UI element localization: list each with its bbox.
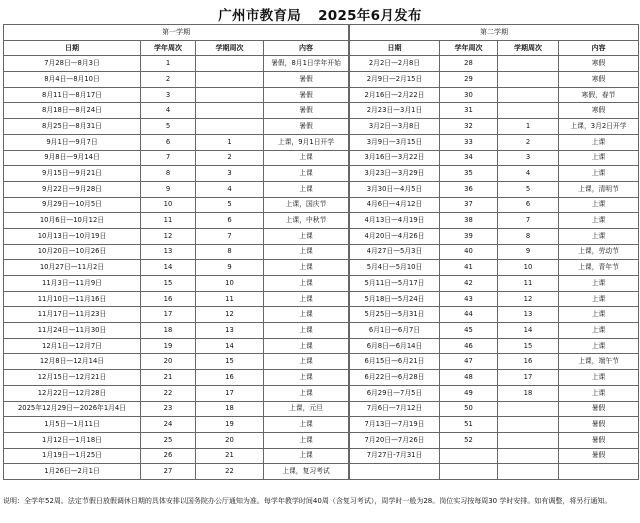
- cell-date: 9月8日—9月14日: [4, 150, 141, 166]
- cell-date: 4月13日—4月19日: [350, 213, 440, 229]
- cell-content: 上课: [559, 197, 639, 213]
- cell-date: 1月5日—1月11日: [4, 417, 141, 433]
- cell-term-week: [498, 103, 559, 119]
- cell-year-week: 13: [141, 244, 196, 260]
- cell-date: 1月26日—2月1日: [4, 464, 141, 480]
- cell-term-week: 11: [196, 291, 264, 307]
- table-row: [350, 213, 639, 229]
- cell-year-week: 20: [141, 354, 196, 370]
- cell-date: 10月13日—10月19日: [4, 228, 141, 244]
- cell-year-week: 46: [440, 338, 498, 354]
- cell-content: 上课: [559, 166, 639, 182]
- cell-year-week: [440, 448, 498, 464]
- cell-term-week: 1: [196, 134, 264, 150]
- cell-content: 上课: [559, 323, 639, 339]
- cell-content: [559, 464, 639, 480]
- cell-term-week: 14: [498, 323, 559, 339]
- table-row: [4, 291, 349, 307]
- cell-date: 5月4日—5月10日: [350, 260, 440, 276]
- cell-term-week: 12: [196, 307, 264, 323]
- cell-date: 5月25日—5月31日: [350, 307, 440, 323]
- col-content: 内容: [559, 40, 639, 56]
- cell-year-week: 48: [440, 370, 498, 386]
- cell-date: 8月11日—8月17日: [4, 87, 141, 103]
- cell-term-week: 4: [196, 181, 264, 197]
- table-row: [350, 260, 639, 276]
- cell-year-week: 4: [141, 103, 196, 119]
- cell-year-week: [440, 464, 498, 480]
- cell-term-week: 4: [498, 166, 559, 182]
- cell-content: 上课: [264, 432, 349, 448]
- cell-term-week: 16: [196, 370, 264, 386]
- cell-date: 3月23日—3月29日: [350, 166, 440, 182]
- cell-content: 暑假: [559, 417, 639, 433]
- table-row: [350, 338, 639, 354]
- cell-term-week: 1: [498, 119, 559, 135]
- cell-term-week: [498, 87, 559, 103]
- cell-date: 2月2日—2月8日: [350, 56, 440, 72]
- cell-year-week: 35: [440, 166, 498, 182]
- cell-term-week: 21: [196, 448, 264, 464]
- table-row: [350, 370, 639, 386]
- cell-year-week: 1: [141, 56, 196, 72]
- cell-term-week: [196, 119, 264, 135]
- cell-term-week: [498, 432, 559, 448]
- cell-date: 5月11日—5月17日: [350, 276, 440, 292]
- table-row: [4, 166, 349, 182]
- cell-term-week: 13: [498, 307, 559, 323]
- cell-content: 寒假: [559, 72, 639, 88]
- cell-year-week: 51: [440, 417, 498, 433]
- cell-year-week: 50: [440, 401, 498, 417]
- table-row: [4, 385, 349, 401]
- cell-date: 3月30日—4月5日: [350, 181, 440, 197]
- cell-date: 6月29日—7月5日: [350, 385, 440, 401]
- table-row: [350, 228, 639, 244]
- cell-year-week: 30: [440, 87, 498, 103]
- table-row: [4, 260, 349, 276]
- cell-date: 12月15日—12月21日: [4, 370, 141, 386]
- cell-year-week: 40: [440, 244, 498, 260]
- cell-content: 上课: [559, 385, 639, 401]
- table-row: [350, 276, 639, 292]
- cell-date: 8月25日—8月31日: [4, 119, 141, 135]
- cell-date: 1月19日—1月25日: [4, 448, 141, 464]
- table-row: [350, 323, 639, 339]
- cell-date: 8月4日—8月10日: [4, 72, 141, 88]
- cell-content: 上课，国庆节: [264, 197, 349, 213]
- cell-year-week: 8: [141, 166, 196, 182]
- cell-date: 7月28日—8月3日: [4, 56, 141, 72]
- cell-year-week: 27: [141, 464, 196, 480]
- cell-year-week: 31: [440, 103, 498, 119]
- cell-year-week: 10: [141, 197, 196, 213]
- cell-year-week: 12: [141, 228, 196, 244]
- table-row: [350, 291, 639, 307]
- release-date: 2025年6月发布: [318, 8, 422, 24]
- table-row: [350, 432, 639, 448]
- cell-year-week: 15: [141, 276, 196, 292]
- cell-term-week: [498, 464, 559, 480]
- col-term-week: 学期周次: [196, 40, 264, 56]
- cell-date: 10月6日—10月12日: [4, 213, 141, 229]
- cell-date: 3月9日—3月15日: [350, 134, 440, 150]
- cell-content: 上课: [264, 260, 349, 276]
- cell-content: 上课: [264, 354, 349, 370]
- cell-year-week: 41: [440, 260, 498, 276]
- cell-term-week: 18: [498, 385, 559, 401]
- cell-date: 10月20日—10月26日: [4, 244, 141, 260]
- cell-year-week: 17: [141, 307, 196, 323]
- cell-year-week: 52: [440, 432, 498, 448]
- table-row: [4, 370, 349, 386]
- cell-date: 12月1日—12月7日: [4, 338, 141, 354]
- cell-date: 12月8日—12月14日: [4, 354, 141, 370]
- cell-content: 上课: [264, 291, 349, 307]
- cell-date: 6月1日—6月7日: [350, 323, 440, 339]
- cell-term-week: [498, 401, 559, 417]
- cell-date: 11月10日—11月16日: [4, 291, 141, 307]
- col-date: 日期: [4, 40, 141, 56]
- table-row: [4, 432, 349, 448]
- table-row: [350, 134, 639, 150]
- cell-content: 暑假: [264, 119, 349, 135]
- cell-date: 6月8日—6月14日: [350, 338, 440, 354]
- cell-term-week: 7: [498, 213, 559, 229]
- cell-date: 9月22日—9月28日: [4, 181, 141, 197]
- cell-year-week: 22: [141, 385, 196, 401]
- cell-content: 上课: [264, 307, 349, 323]
- table-row: [4, 119, 349, 135]
- cell-term-week: 6: [196, 213, 264, 229]
- table-row: [4, 307, 349, 323]
- cell-date: 7月27日-7月31日: [350, 448, 440, 464]
- cell-content: 上课: [559, 276, 639, 292]
- table-row: [4, 276, 349, 292]
- org-name: 广州市教育局: [218, 8, 302, 24]
- cell-content: 上课，端午节: [559, 354, 639, 370]
- cell-date: 11月3日—11月9日: [4, 276, 141, 292]
- cell-content: 上课: [559, 228, 639, 244]
- cell-term-week: 20: [196, 432, 264, 448]
- cell-term-week: 9: [498, 244, 559, 260]
- cell-content: 上课: [264, 276, 349, 292]
- cell-term-week: 15: [498, 338, 559, 354]
- table-row: [4, 464, 349, 480]
- cell-term-week: 9: [196, 260, 264, 276]
- table-row: [4, 323, 349, 339]
- cell-year-week: 18: [141, 323, 196, 339]
- table-row: [350, 385, 639, 401]
- footnote: 说明：全学年52周。法定节假日放假调休日期的具体安排以国务院办公厅通知为准。每学年教学时间40周（含复习考试），周学时一般为28。岗位实习按每周30 学时安排。如有调整，将另行通知。: [3, 497, 612, 505]
- cell-content: 暑假: [264, 87, 349, 103]
- cell-content: 上课: [264, 166, 349, 182]
- cell-term-week: 11: [498, 276, 559, 292]
- col-year-week: 学年周次: [141, 40, 196, 56]
- cell-year-week: 19: [141, 338, 196, 354]
- cell-content: 上课，复习考试: [264, 464, 349, 480]
- cell-content: 上课，清明节: [559, 181, 639, 197]
- cell-term-week: 17: [498, 370, 559, 386]
- cell-content: 上课，9月1日开学: [264, 134, 349, 150]
- table-row: [4, 197, 349, 213]
- cell-year-week: 26: [141, 448, 196, 464]
- table-row: [4, 134, 349, 150]
- cell-term-week: 10: [196, 276, 264, 292]
- cell-term-week: 7: [196, 228, 264, 244]
- calendar-tables: [3, 24, 637, 480]
- cell-term-week: [498, 417, 559, 433]
- table-row: [4, 103, 349, 119]
- table-row: [4, 448, 349, 464]
- table-row: [350, 166, 639, 182]
- cell-term-week: [196, 72, 264, 88]
- table-row: [4, 181, 349, 197]
- cell-content: 上课，3月2日开学: [559, 119, 639, 135]
- table-row: [4, 417, 349, 433]
- cell-content: 上课，元旦: [264, 401, 349, 417]
- table-row: [350, 119, 639, 135]
- cell-year-week: 42: [440, 276, 498, 292]
- cell-content: 上课: [264, 323, 349, 339]
- cell-year-week: 23: [141, 401, 196, 417]
- table-row: [350, 150, 639, 166]
- cell-date: 9月29日—10月5日: [4, 197, 141, 213]
- cell-date: 7月13日—7月19日: [350, 417, 440, 433]
- cell-term-week: 8: [196, 244, 264, 260]
- cell-date: 1月12日—1月18日: [4, 432, 141, 448]
- cell-year-week: 9: [141, 181, 196, 197]
- cell-term-week: 2: [498, 134, 559, 150]
- cell-year-week: 32: [440, 119, 498, 135]
- cell-content: 上课: [264, 338, 349, 354]
- cell-content: 暑假: [559, 432, 639, 448]
- cell-year-week: 36: [440, 181, 498, 197]
- table-row: [4, 56, 349, 72]
- page-title: [0, 4, 640, 24]
- cell-term-week: 18: [196, 401, 264, 417]
- col-content: 内容: [264, 40, 349, 56]
- table-row: [4, 87, 349, 103]
- cell-date: 9月15日—9月21日: [4, 166, 141, 182]
- cell-year-week: 5: [141, 119, 196, 135]
- cell-date: 2月23日—3月1日: [350, 103, 440, 119]
- cell-term-week: [196, 87, 264, 103]
- cell-date: 5月18日—5月24日: [350, 291, 440, 307]
- cell-term-week: 12: [498, 291, 559, 307]
- cell-content: 上课，中秋节: [264, 213, 349, 229]
- cell-year-week: 37: [440, 197, 498, 213]
- cell-year-week: 29: [440, 72, 498, 88]
- cell-year-week: 7: [141, 150, 196, 166]
- cell-content: 暑假，8月1日学年开始: [264, 56, 349, 72]
- table-row: [350, 56, 639, 72]
- cell-date: 3月2日—3月8日: [350, 119, 440, 135]
- table-row: [350, 464, 639, 480]
- table-row: [4, 228, 349, 244]
- cell-term-week: 17: [196, 385, 264, 401]
- semester2-table: [349, 24, 639, 480]
- table-row: [350, 307, 639, 323]
- cell-year-week: 49: [440, 385, 498, 401]
- cell-term-week: 3: [498, 150, 559, 166]
- cell-date: 9月1日—9月7日: [4, 134, 141, 150]
- cell-content: 暑假: [559, 448, 639, 464]
- cell-content: 寒假，春节: [559, 87, 639, 103]
- cell-year-week: 44: [440, 307, 498, 323]
- table-row: [350, 448, 639, 464]
- cell-date: 8月18日—8月24日: [4, 103, 141, 119]
- cell-content: 寒假: [559, 103, 639, 119]
- cell-term-week: 15: [196, 354, 264, 370]
- table-row: [4, 150, 349, 166]
- table-row: [350, 87, 639, 103]
- cell-date: 6月22日—6月28日: [350, 370, 440, 386]
- cell-term-week: [498, 56, 559, 72]
- cell-content: 上课: [264, 448, 349, 464]
- table-row: [4, 401, 349, 417]
- cell-date: 6月15日—6月21日: [350, 354, 440, 370]
- cell-term-week: 5: [498, 181, 559, 197]
- table-row: [4, 354, 349, 370]
- cell-term-week: 14: [196, 338, 264, 354]
- cell-term-week: [196, 103, 264, 119]
- col-date: 日期: [350, 40, 440, 56]
- cell-year-week: 21: [141, 370, 196, 386]
- col-term-week: 学期周次: [498, 40, 559, 56]
- cell-date: 4月20日—4月26日: [350, 228, 440, 244]
- cell-content: 上课: [559, 213, 639, 229]
- cell-term-week: 8: [498, 228, 559, 244]
- cell-year-week: 2: [141, 72, 196, 88]
- cell-content: 上课: [559, 338, 639, 354]
- cell-year-week: 24: [141, 417, 196, 433]
- cell-content: 上课: [264, 370, 349, 386]
- cell-year-week: 6: [141, 134, 196, 150]
- cell-content: 寒假: [559, 56, 639, 72]
- cell-date: [350, 464, 440, 480]
- cell-date: 2月16日—2月22日: [350, 87, 440, 103]
- cell-year-week: 34: [440, 150, 498, 166]
- cell-year-week: 45: [440, 323, 498, 339]
- cell-term-week: 16: [498, 354, 559, 370]
- cell-year-week: 14: [141, 260, 196, 276]
- cell-term-week: 10: [498, 260, 559, 276]
- cell-year-week: 3: [141, 87, 196, 103]
- cell-term-week: [196, 56, 264, 72]
- cell-date: 4月6日—4月12日: [350, 197, 440, 213]
- semester1-label: 第一学期: [4, 25, 349, 41]
- cell-term-week: [498, 448, 559, 464]
- cell-year-week: 16: [141, 291, 196, 307]
- col-year-week: 学年周次: [440, 40, 498, 56]
- cell-content: 上课，劳动节: [559, 244, 639, 260]
- cell-year-week: 47: [440, 354, 498, 370]
- cell-content: 上课: [559, 307, 639, 323]
- cell-term-week: [498, 72, 559, 88]
- cell-content: 暑假: [559, 401, 639, 417]
- cell-content: 上课: [264, 417, 349, 433]
- cell-content: 暑假: [264, 103, 349, 119]
- cell-content: 上课: [264, 385, 349, 401]
- cell-term-week: 6: [498, 197, 559, 213]
- semester1-table: [3, 24, 349, 480]
- cell-term-week: 5: [196, 197, 264, 213]
- cell-content: 上课: [559, 370, 639, 386]
- semester2-label: 第二学期: [350, 25, 639, 41]
- cell-content: 上课: [559, 150, 639, 166]
- table-row: [4, 213, 349, 229]
- table-row: [350, 354, 639, 370]
- table-row: [350, 181, 639, 197]
- cell-year-week: 39: [440, 228, 498, 244]
- cell-year-week: 28: [440, 56, 498, 72]
- cell-content: 上课: [559, 134, 639, 150]
- cell-date: 2025年12月29日—2026年1月4日: [4, 401, 141, 417]
- table-row: [4, 72, 349, 88]
- cell-year-week: 43: [440, 291, 498, 307]
- cell-date: 7月6日—7月12日: [350, 401, 440, 417]
- table-row: [350, 417, 639, 433]
- cell-year-week: 33: [440, 134, 498, 150]
- table-row: [350, 244, 639, 260]
- table-row: [350, 103, 639, 119]
- table-row: [350, 197, 639, 213]
- cell-content: 上课，青年节: [559, 260, 639, 276]
- cell-term-week: 2: [196, 150, 264, 166]
- cell-year-week: 38: [440, 213, 498, 229]
- cell-term-week: 13: [196, 323, 264, 339]
- cell-term-week: 19: [196, 417, 264, 433]
- table-row: [350, 401, 639, 417]
- cell-term-week: 22: [196, 464, 264, 480]
- cell-date: 10月27日—11月2日: [4, 260, 141, 276]
- cell-content: 上课: [264, 244, 349, 260]
- cell-content: 上课: [264, 150, 349, 166]
- cell-date: 11月17日—11月23日: [4, 307, 141, 323]
- table-row: [4, 244, 349, 260]
- cell-term-week: 3: [196, 166, 264, 182]
- cell-date: 4月27日—5月3日: [350, 244, 440, 260]
- cell-year-week: 25: [141, 432, 196, 448]
- cell-content: 暑假: [264, 72, 349, 88]
- cell-date: 3月16日—3月22日: [350, 150, 440, 166]
- cell-year-week: 11: [141, 213, 196, 229]
- cell-date: 2月9日—2月15日: [350, 72, 440, 88]
- cell-content: 上课: [264, 181, 349, 197]
- cell-date: 11月24日—11月30日: [4, 323, 141, 339]
- cell-content: 上课: [264, 228, 349, 244]
- cell-date: 12月22日—12月28日: [4, 385, 141, 401]
- cell-date: 7月20日—7月26日: [350, 432, 440, 448]
- cell-content: 上课: [559, 291, 639, 307]
- table-row: [350, 72, 639, 88]
- table-row: [4, 338, 349, 354]
